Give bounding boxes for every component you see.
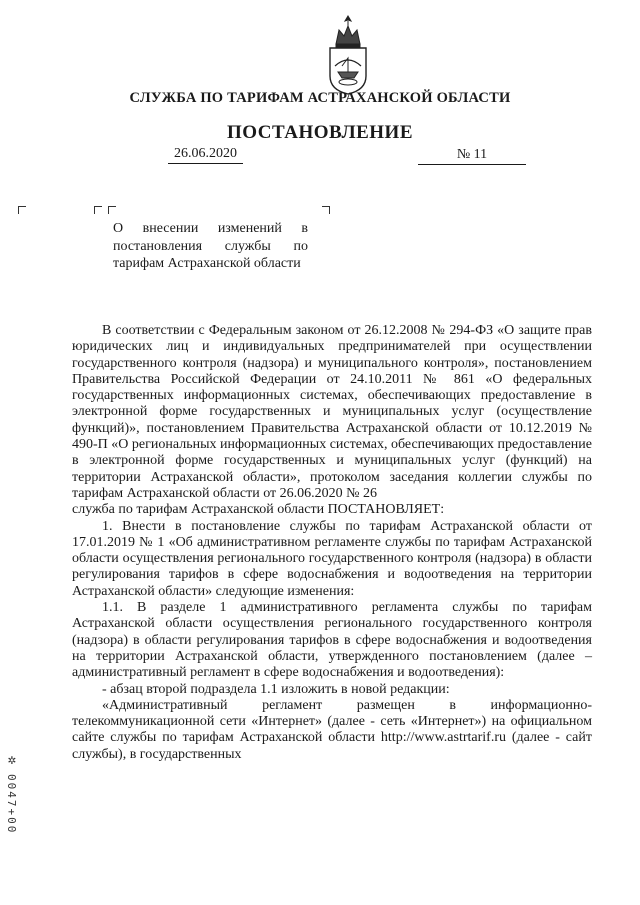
preamble-paragraph: В соответствии с Федеральным законом от 26.12.2008 № 294-ФЗ «О защите прав юридических лиц и индивидуальных предпринимателей при осуществлении государственного контроля (надзора) и муниципального контроля», постановлением Правительства Российской Федерации от 24.10.2011 № 861 «О федеральных государственных информационных системах, обеспечивающих предоставление в электронной форме государственных и муниципальных услуг (осуществление функций)», постановлением Правительства Астраханской области от 10.12.2019 № 490-П «О региональных информационных системах, обеспечивающих предоставление в электронной форме государственных и муниципальных услуг (функций) на территории Астраханской области», протоколом заседания коллегии службы по тарифам Астраханской области от 26.06.2020 № 26 <box>72 323 592 501</box>
document-type-heading: ПОСТАНОВЛЕНИЕ <box>226 122 414 143</box>
item-1-1-paragraph: 1.1. В разделе 1 административного регламента службы по тарифам Астраханской области осуществления регионального государственного контроля (надзора) в области регулирования тарифов в сфере водоснабжения и водоотведения на территории Астраханской области, утвержденного постановлением (далее – административный регламент в сфере водоснабжения и водоотведения): <box>72 600 592 681</box>
document-date: 26.06.2020 <box>168 146 243 164</box>
quote-paragraph: «Административный регламент размещен в информационно-телекоммуникационной сети «Интернет» (далее - сеть «Интернет») на официальном сайте службы по тарифам Астраханской области http://www.astrtarif.ru (далее - сайт службы), в государственных <box>72 697 592 762</box>
item-1-paragraph: 1. Внести в постановление службы по тарифам Астраханской области от 17.01.2019 № 1 «Об административном регламенте службы по тарифам Астраханской области осуществления регионального государственного контроля (надзора) в области регулирования тарифов в сфере водоснабжения и водоотведения на территории Астраханской области» следующие изменения: <box>72 518 592 599</box>
document-number: № 11 <box>418 147 526 165</box>
side-registration-mark <box>4 752 20 834</box>
corner-mark <box>94 206 102 214</box>
agency-name: СЛУЖБА ПО ТАРИФАМ АСТРАХАНСКОЙ ОБЛАСТИ <box>129 90 511 106</box>
document-subject: О внесении изменений в постановления службы по тарифам Астраханской области <box>113 221 308 271</box>
corner-mark <box>322 206 330 214</box>
registration-number: 0047+00 <box>5 774 18 835</box>
corner-mark <box>18 206 26 214</box>
bullet-paragraph: - абзац второй подраздела 1.1 изложить в новой редакции: <box>102 681 450 697</box>
resolves-line: службa по тарифам Астраханской области ПОСТАНОВЛЯЕТ: <box>72 502 445 518</box>
document-body <box>72 323 592 763</box>
corner-mark <box>108 206 116 214</box>
star-icon: ✲ <box>7 752 17 768</box>
coat-of-arms-emblem <box>326 14 370 96</box>
